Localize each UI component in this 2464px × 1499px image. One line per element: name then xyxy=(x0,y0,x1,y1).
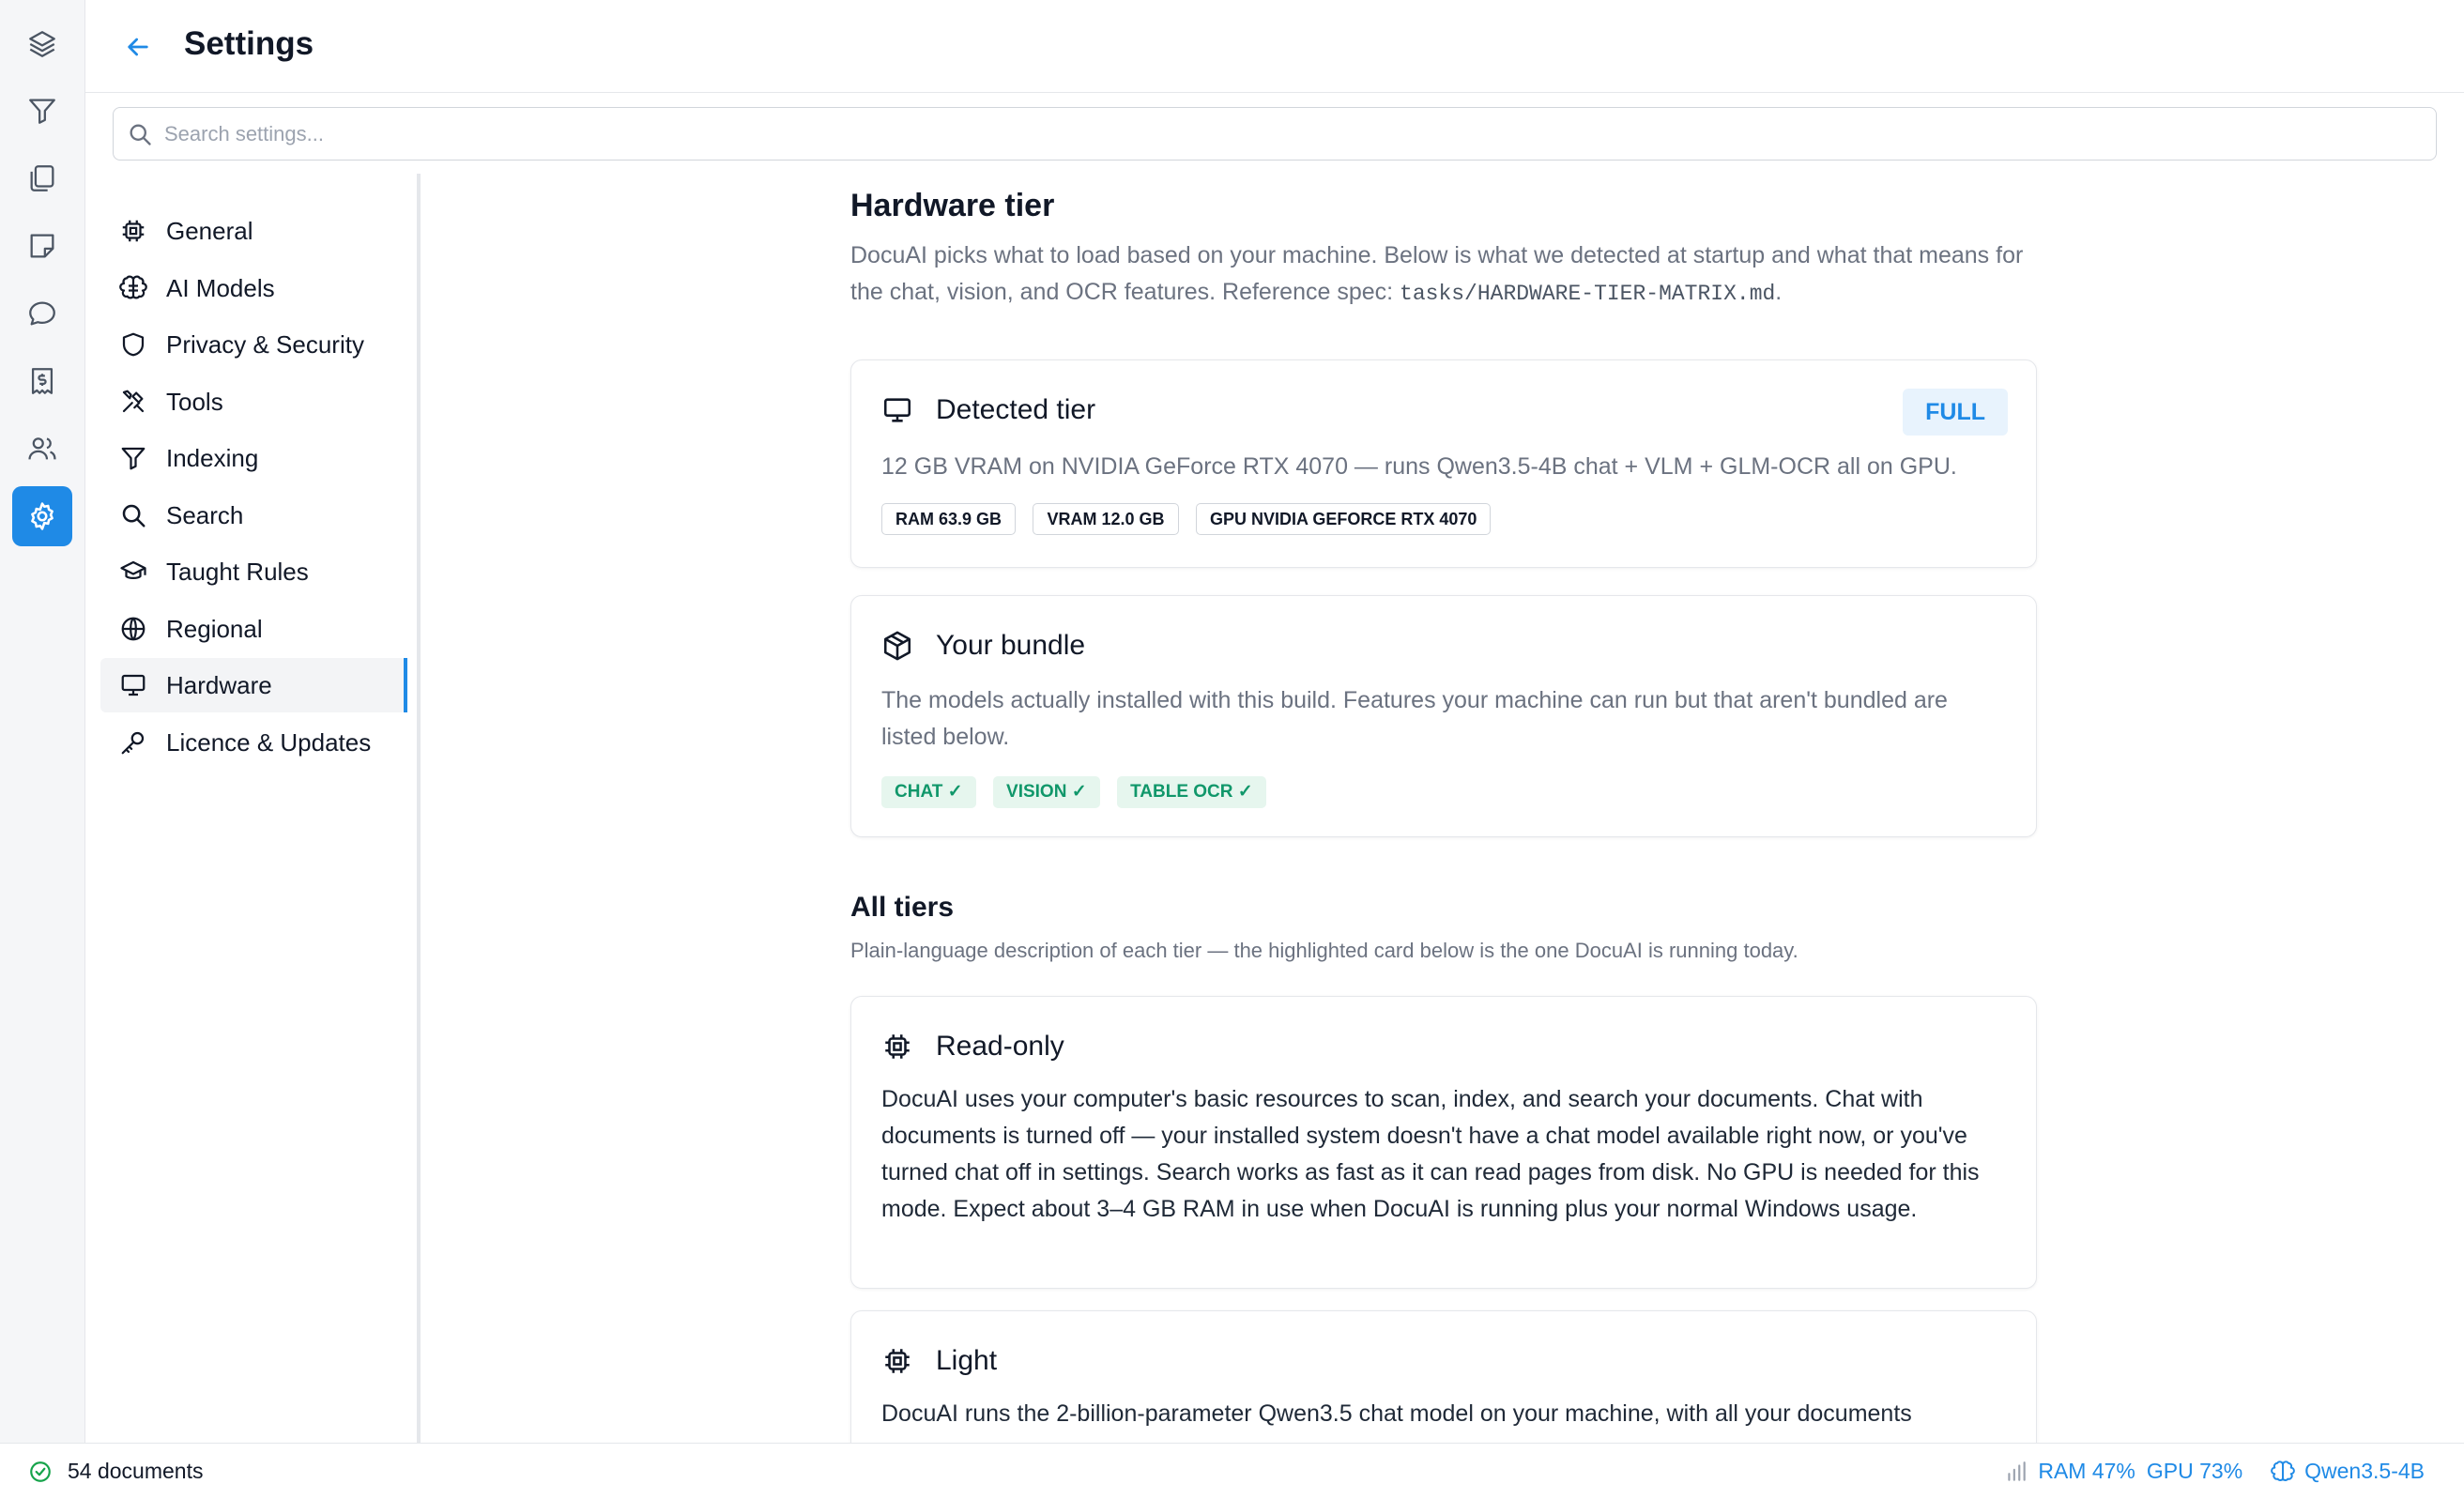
tier-badge: FULL xyxy=(1903,389,2008,436)
nav-item-label: Search xyxy=(166,500,244,529)
status-bar xyxy=(0,1443,2464,1499)
receipt-icon[interactable] xyxy=(12,351,72,411)
nav-item-hardware[interactable] xyxy=(100,658,406,712)
hardware-chips xyxy=(881,503,1504,535)
search-icon xyxy=(119,501,147,529)
nav-item-label: Licence & Updates xyxy=(166,727,372,757)
vram-chip: VRAM 12.0 GB xyxy=(1033,503,1178,535)
page-title: Settings xyxy=(184,25,314,62)
ram-chip: RAM 63.9 GB xyxy=(881,503,1016,535)
nav-item-regional[interactable] xyxy=(100,602,406,656)
settings-nav xyxy=(85,174,421,1443)
active-model[interactable]: Qwen3.5-4B xyxy=(2304,1459,2425,1483)
chip-icon xyxy=(881,1345,913,1377)
nav-item-label: Taught Rules xyxy=(166,557,309,586)
nav-item-search[interactable] xyxy=(100,488,406,543)
nav-item-ai-models[interactable] xyxy=(100,261,406,315)
check-circle-icon xyxy=(28,1460,53,1484)
nav-item-label: Hardware xyxy=(166,670,272,699)
package-icon xyxy=(881,630,913,662)
filter-icon[interactable] xyxy=(12,81,72,141)
section-title: Hardware tier xyxy=(850,188,1055,223)
globe-icon xyxy=(119,615,147,643)
brain-icon xyxy=(2271,1460,2295,1484)
all-tiers-description: Plain-language description of each tier — the highlighted card below is the one DocuAI is running today. xyxy=(850,939,1798,962)
detected-tier-description: 12 GB VRAM on NVIDIA GeForce RTX 4070 — runs Qwen3.5-4B chat + VLM + GLM-OCR all on GPU. xyxy=(881,453,1957,480)
monitor-icon xyxy=(119,671,147,699)
nav-item-label: Indexing xyxy=(166,443,259,472)
card-title: Your bundle xyxy=(936,630,1086,661)
back-arrow-icon[interactable] xyxy=(119,28,157,66)
graduation-cap-icon xyxy=(119,558,147,586)
ram-usage: RAM 47% xyxy=(2038,1459,2135,1483)
tools-icon xyxy=(119,388,147,416)
hardware-panel xyxy=(850,188,2037,1427)
card-title: Detected tier xyxy=(936,394,1096,425)
search-input[interactable] xyxy=(162,115,2415,153)
app-rail xyxy=(0,0,85,1443)
nav-item-label: Tools xyxy=(166,387,223,416)
vision-chip: VISION ✓ xyxy=(993,776,1100,808)
detected-tier-card xyxy=(850,359,2037,568)
bundle-description: The models actually installed with this build. Features your machine can run but that aren't bundled are listed below. xyxy=(881,687,1948,750)
nav-item-general[interactable] xyxy=(100,204,406,258)
bundle-chips xyxy=(881,776,1279,808)
nav-item-taught-rules[interactable] xyxy=(100,544,406,599)
nav-item-label: Privacy & Security xyxy=(166,329,364,359)
all-tiers-title: All tiers xyxy=(850,892,955,923)
bundle-card xyxy=(850,595,2037,837)
users-icon[interactable] xyxy=(12,419,72,479)
settings-search[interactable] xyxy=(113,107,2437,161)
tier-description: DocuAI uses your computer's basic resources to scan, index, and search your documents. Chat with documents is turned off — your installed system doesn't have a chat model available right now, or you've turned chat off in settings. Search works as fast as it can read pages from disk. No GPU is needed for this mode. Expect about 3–4 GB RAM in use when DocuAI is running plus your normal Windows usage. xyxy=(881,1086,1980,1222)
search-icon xyxy=(127,121,153,147)
chip-icon xyxy=(881,1031,913,1063)
nav-item-indexing[interactable] xyxy=(100,431,406,485)
nav-item-licence[interactable] xyxy=(100,715,406,770)
tier-name: Light xyxy=(936,1345,998,1376)
note-icon[interactable] xyxy=(12,216,72,276)
shield-icon xyxy=(119,330,147,359)
monitor-icon xyxy=(881,394,913,426)
nav-item-label: Regional xyxy=(166,614,263,643)
nav-item-tools[interactable] xyxy=(100,375,406,429)
document-count[interactable] xyxy=(28,1459,203,1484)
gpu-chip: GPU NVIDIA GEFORCE RTX 4070 xyxy=(1196,503,1491,535)
filter-icon xyxy=(119,444,147,472)
nav-item-privacy[interactable] xyxy=(100,317,406,372)
bar-chart-icon xyxy=(2004,1460,2028,1484)
document-count-label: 54 documents xyxy=(68,1459,204,1483)
section-description: DocuAI picks what to load based on your machine. Below is what we detected at startup and what that means for the chat, vision, and OCR features. Reference spec: tasks/HARDWARE-TIER-MATRIX.md. xyxy=(850,242,2024,306)
spec-path: tasks/HARDWARE-TIER-MATRIX.md xyxy=(1400,282,1776,306)
chat-chip: CHAT ✓ xyxy=(881,776,976,808)
key-icon xyxy=(119,728,147,757)
chip-icon xyxy=(119,217,147,245)
brain-icon xyxy=(119,274,147,302)
tier-description: DocuAI runs the 2-billion-parameter Qwen3.5 chat model on your machine, with all your documents xyxy=(881,1400,1912,1427)
resource-usage xyxy=(2004,1459,2436,1484)
gpu-usage: GPU 73% xyxy=(2146,1459,2243,1483)
gear-icon[interactable] xyxy=(12,486,72,546)
page-header xyxy=(85,0,2464,93)
table-ocr-chip: TABLE OCR ✓ xyxy=(1117,776,1266,808)
documents-icon[interactable] xyxy=(12,148,72,208)
tier-card-read-only xyxy=(850,996,2037,1289)
nav-item-label: AI Models xyxy=(166,273,275,302)
tier-name: Read-only xyxy=(936,1031,1064,1062)
nav-item-label: General xyxy=(166,216,253,245)
chat-icon[interactable] xyxy=(12,283,72,344)
layers-icon[interactable] xyxy=(12,14,72,74)
